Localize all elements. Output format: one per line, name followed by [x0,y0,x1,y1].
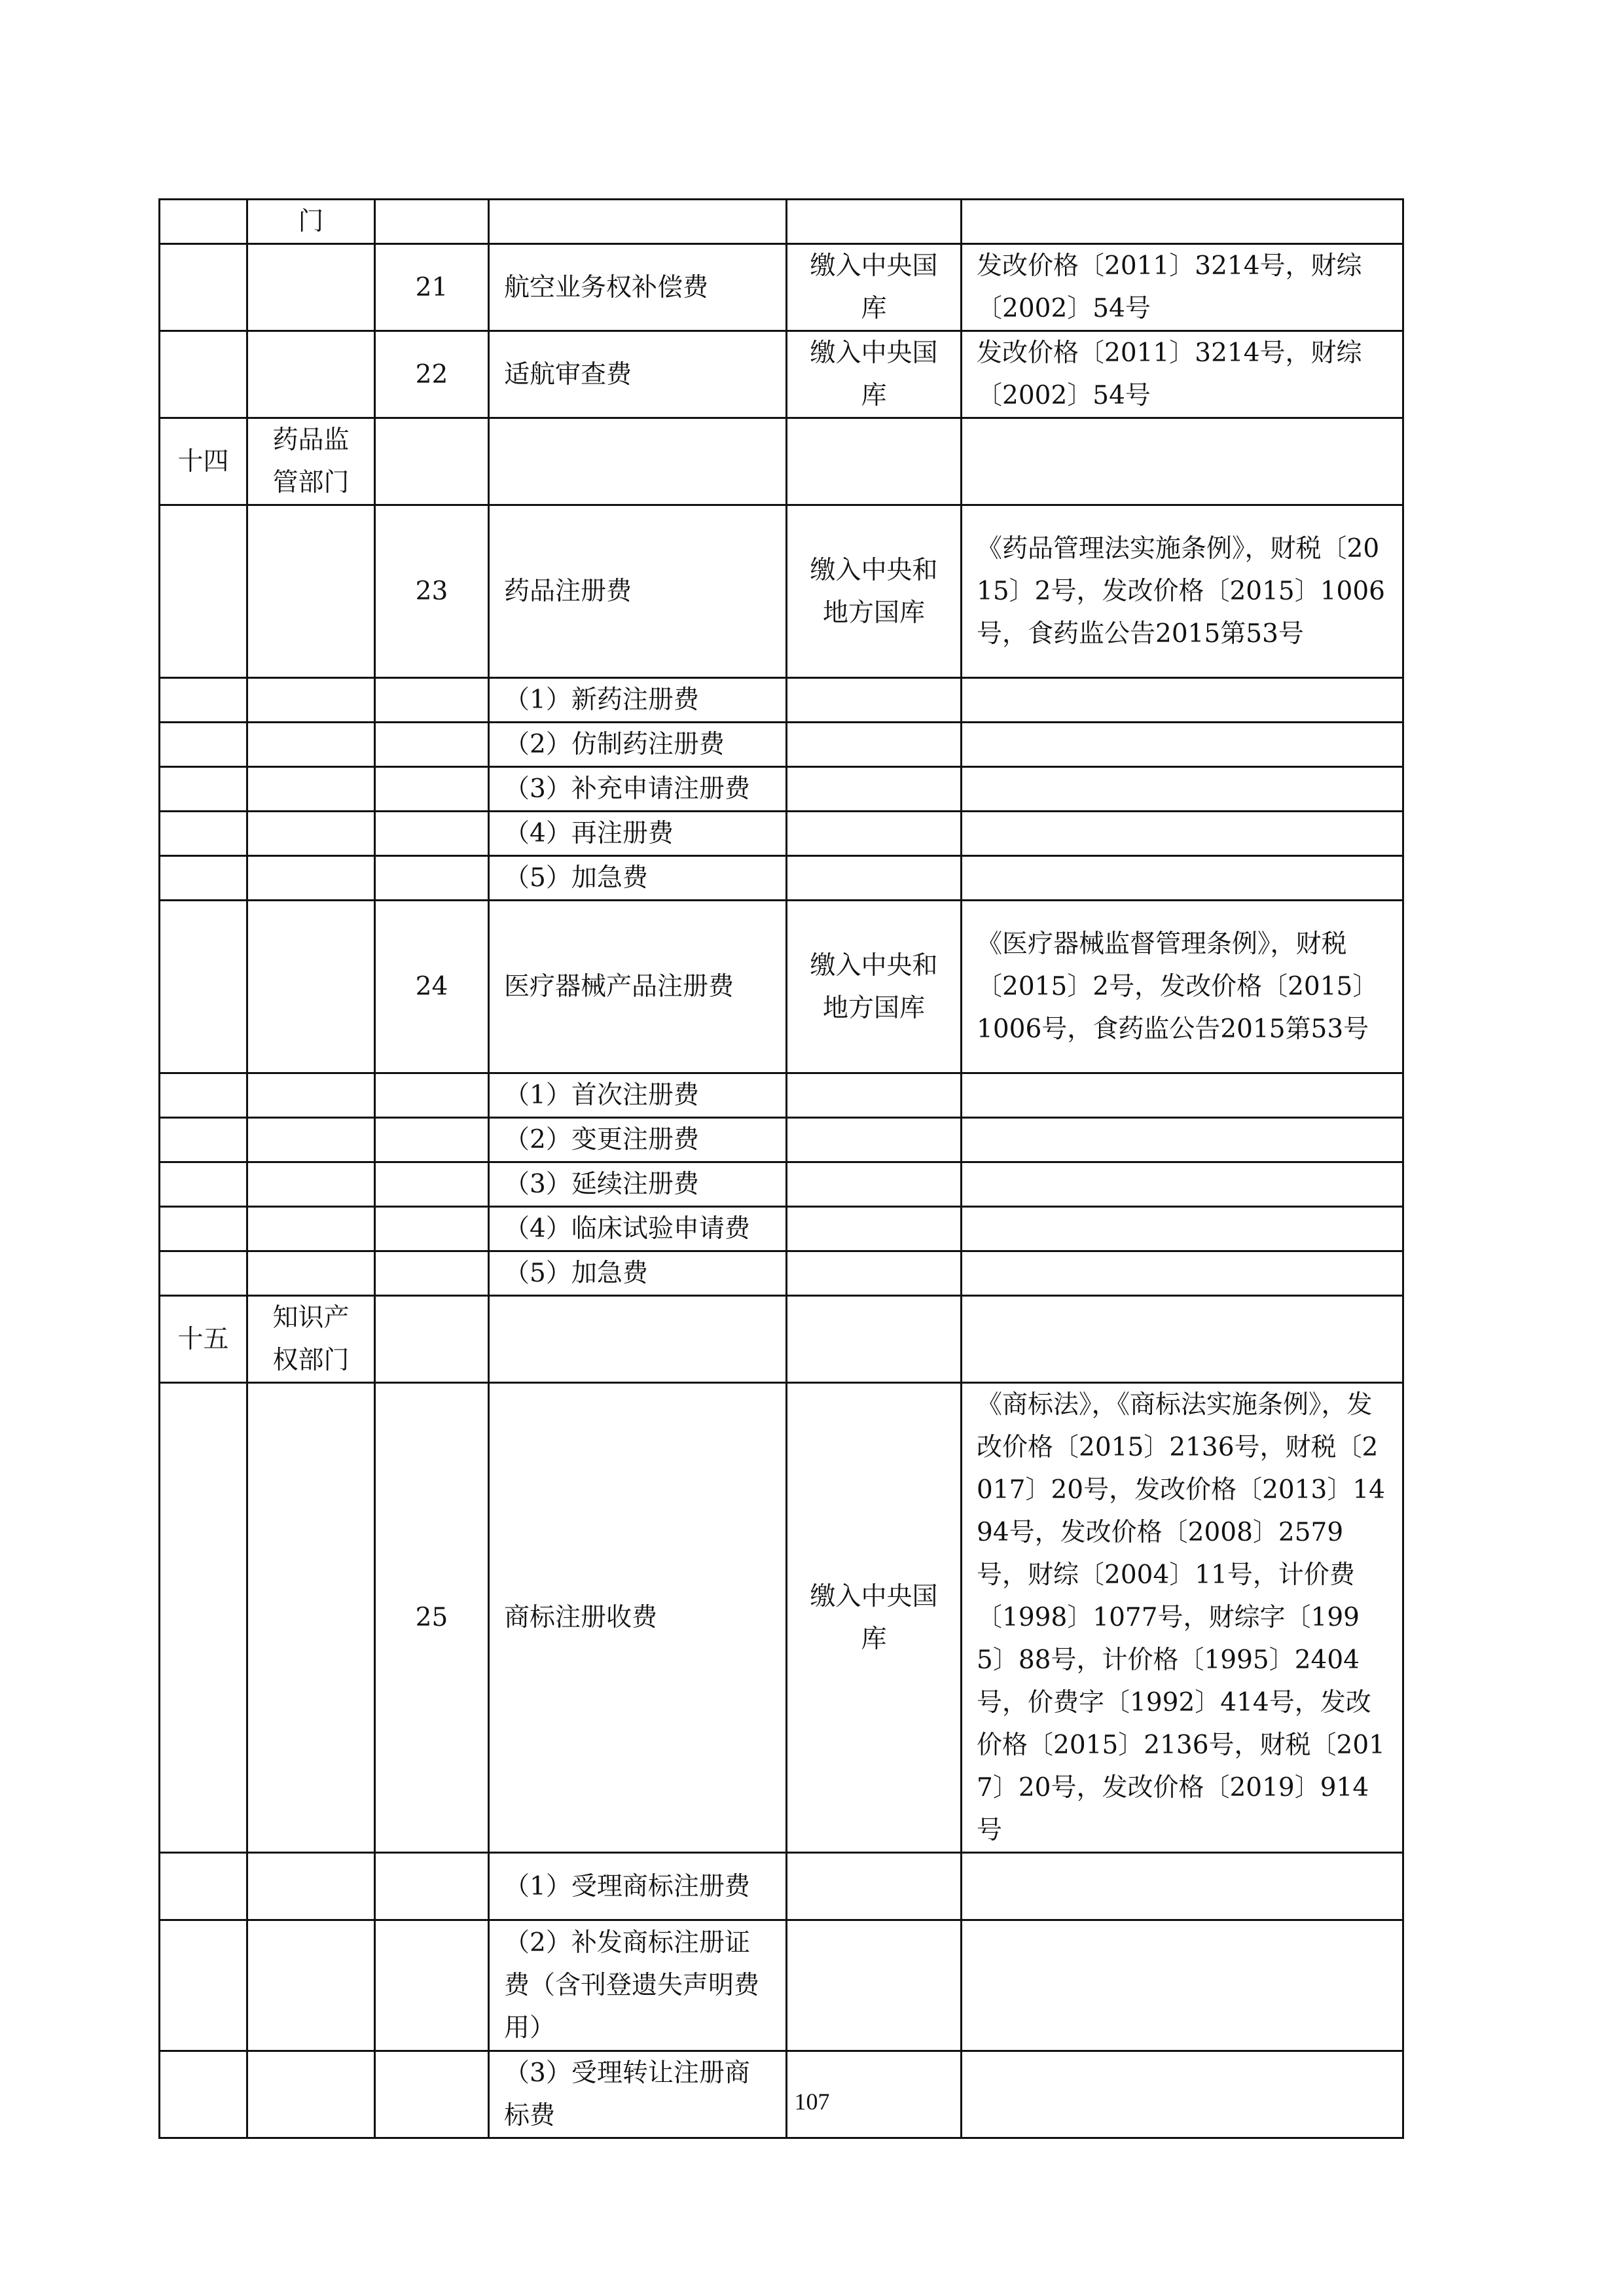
fee-name-cell: 航空业务权补偿费 [489,244,787,331]
category-number-cell [160,678,247,723]
category-number-cell [160,244,247,331]
category-number-cell [160,856,247,901]
item-number-cell [375,1920,489,2051]
category-number-cell [160,1118,247,1162]
legal-basis-cell [962,418,1403,505]
department-cell [247,723,375,767]
legal-basis-cell [962,812,1403,856]
legal-basis-cell: 《商标法》，《商标法实施条例》，发改价格〔2015〕2136号，财税〔2017〕20号，发改价格〔2013〕1494号，发改价格〔2008〕2579号，财综〔2004〕11号，计价费〔1998〕1077号，财综字〔1995〕88号，计价格〔1995〕2404号，价费字〔1992〕414号，发改价格〔2015〕2136号，财税〔2017〕20号，发改价格〔2019〕914号 [962,1383,1403,1853]
item-number-cell: 22 [375,331,489,418]
item-number-cell [375,1207,489,1251]
legal-basis-cell: 发改价格〔2011〕3214号，财综〔2002〕54号 [962,244,1403,331]
legal-basis-cell [962,1853,1403,1920]
item-number-cell [375,1296,489,1383]
treasury-destination-cell: 缴入中央国库 [787,244,962,331]
category-number-cell [160,1162,247,1207]
table-row [160,244,1403,331]
department-cell [247,856,375,901]
fee-name-cell: 医疗器械产品注册费 [489,901,787,1073]
department-cell [247,1920,375,2051]
fee-name-cell: 药品注册费 [489,505,787,678]
category-number-cell: 十五 [160,1296,247,1383]
department-cell [247,812,375,856]
department-cell [247,1251,375,1296]
legal-basis-cell: 发改价格〔2011〕3214号，财综〔2002〕54号 [962,331,1403,418]
department-cell [247,678,375,723]
treasury-destination-cell [787,812,962,856]
table-row [160,1383,1403,1853]
fee-name-cell: （3）延续注册费 [489,1162,787,1207]
department-cell [247,1853,375,1920]
department-cell [247,901,375,1073]
department-cell [247,1073,375,1118]
item-number-cell [375,418,489,505]
treasury-destination-cell [787,1162,962,1207]
table-row [160,856,1403,901]
table-row [160,200,1403,244]
item-number-cell [375,200,489,244]
fee-name-cell: （1）新药注册费 [489,678,787,723]
item-number-cell [375,1073,489,1118]
department-cell [247,331,375,418]
fee-name-cell: （4）再注册费 [489,812,787,856]
table-row [160,901,1403,1073]
department-cell [247,505,375,678]
department-cell: 药品监管部门 [247,418,375,505]
fee-table [158,198,1404,2139]
department-cell [247,1118,375,1162]
item-number-cell [375,1162,489,1207]
fee-name-cell: 适航审查费 [489,331,787,418]
fee-name-cell [489,1296,787,1383]
table-row [160,1073,1403,1118]
table-row [160,767,1403,812]
table-row [160,1853,1403,1920]
category-number-cell [160,1251,247,1296]
table-row [160,505,1403,678]
category-number-cell [160,1920,247,2051]
treasury-destination-cell [787,200,962,244]
item-number-cell: 21 [375,244,489,331]
item-number-cell [375,723,489,767]
item-number-cell [375,1853,489,1920]
legal-basis-cell [962,1296,1403,1383]
treasury-destination-cell [787,1118,962,1162]
fee-name-cell: （3）补充申请注册费 [489,767,787,812]
item-number-cell: 23 [375,505,489,678]
treasury-destination-cell: 缴入中央国库 [787,1383,962,1853]
legal-basis-cell [962,1920,1403,2051]
legal-basis-cell [962,767,1403,812]
table-row [160,1296,1403,1383]
fee-name-cell: （4）临床试验申请费 [489,1207,787,1251]
department-cell [247,244,375,331]
fee-name-cell: （2）仿制药注册费 [489,723,787,767]
treasury-destination-cell [787,1207,962,1251]
treasury-destination-cell [787,1251,962,1296]
legal-basis-cell [962,856,1403,901]
fee-name-cell: （2）补发商标注册证费（含刊登遗失声明费用） [489,1920,787,2051]
category-number-cell [160,901,247,1073]
table-row [160,1162,1403,1207]
department-cell [247,1383,375,1853]
item-number-cell [375,678,489,723]
department-cell [247,767,375,812]
fee-name-cell: （5）加急费 [489,856,787,901]
table-row [160,1920,1403,2051]
table-row [160,1207,1403,1251]
item-number-cell [375,856,489,901]
legal-basis-cell [962,1073,1403,1118]
department-cell [247,1207,375,1251]
category-number-cell [160,1853,247,1920]
legal-basis-cell: 《药品管理法实施条例》，财税〔2015〕2号，发改价格〔2015〕1006号，食药监公告2015第53号 [962,505,1403,678]
fee-table-body [160,200,1403,2138]
legal-basis-cell [962,1162,1403,1207]
treasury-destination-cell [787,1073,962,1118]
treasury-destination-cell [787,1853,962,1920]
fee-name-cell: （5）加急费 [489,1251,787,1296]
department-cell: 知识产权部门 [247,1296,375,1383]
treasury-destination-cell [787,767,962,812]
legal-basis-cell [962,678,1403,723]
legal-basis-cell [962,1207,1403,1251]
table-row [160,678,1403,723]
category-number-cell: 十四 [160,418,247,505]
category-number-cell [160,1073,247,1118]
table-row [160,723,1403,767]
table-row [160,1251,1403,1296]
fee-name-cell [489,418,787,505]
treasury-destination-cell [787,678,962,723]
table-row [160,1118,1403,1162]
category-number-cell [160,723,247,767]
treasury-destination-cell: 缴入中央国库 [787,331,962,418]
legal-basis-cell [962,1118,1403,1162]
item-number-cell [375,767,489,812]
fee-name-cell [489,200,787,244]
treasury-destination-cell [787,856,962,901]
fee-name-cell: （2）变更注册费 [489,1118,787,1162]
legal-basis-cell [962,1251,1403,1296]
table-row [160,812,1403,856]
treasury-destination-cell [787,1296,962,1383]
item-number-cell: 24 [375,901,489,1073]
category-number-cell [160,1207,247,1251]
fee-name-cell: （3）受理转让注册商标费 [489,2051,787,2138]
category-number-cell [160,331,247,418]
item-number-cell [375,1118,489,1162]
department-cell: 门 [247,200,375,244]
fee-name-cell: 商标注册收费 [489,1383,787,1853]
legal-basis-cell [962,200,1403,244]
treasury-destination-cell: 缴入中央和地方国库 [787,901,962,1073]
table-row [160,331,1403,418]
table-row [160,418,1403,505]
fee-name-cell: （1）受理商标注册费 [489,1853,787,1920]
item-number-cell [375,812,489,856]
legal-basis-cell [962,723,1403,767]
category-number-cell [160,812,247,856]
treasury-destination-cell: 缴入中央和地方国库 [787,505,962,678]
treasury-destination-cell [787,1920,962,2051]
item-number-cell: 25 [375,1383,489,1853]
item-number-cell [375,1251,489,1296]
department-cell [247,1162,375,1207]
fee-name-cell: （1）首次注册费 [489,1073,787,1118]
category-number-cell [160,767,247,812]
legal-basis-cell: 《医疗器械监督管理条例》，财税〔2015〕2号，发改价格〔2015〕1006号，食药监公告2015第53号 [962,901,1403,1073]
treasury-destination-cell [787,418,962,505]
treasury-destination-cell [787,723,962,767]
category-number-cell [160,200,247,244]
category-number-cell [160,1383,247,1853]
page-number: 107 [794,2089,830,2115]
category-number-cell [160,505,247,678]
